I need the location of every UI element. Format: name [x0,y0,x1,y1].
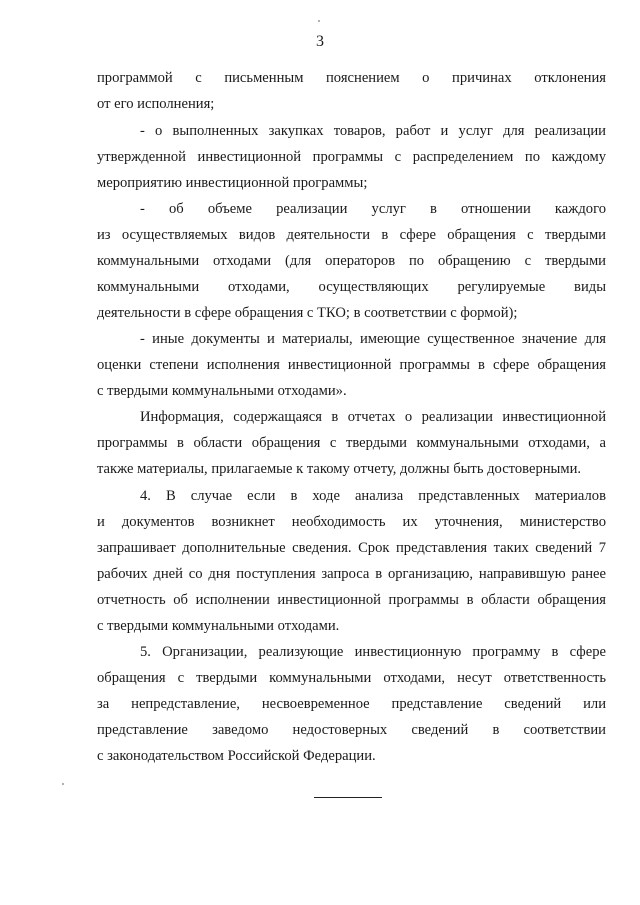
text-line: - об объеме реализации услуг в отношении каждого [140,201,606,217]
text-line: с твердыми коммунальными отходами». [97,383,347,399]
text-line: коммунальными отходами, осуществляющих регулируемые виды [97,279,606,295]
text-line: программой с письменным пояснением о причинах отклонения [97,70,606,86]
text-line: и документов возникнет необходимость их уточнения, министерство [97,514,606,530]
text-line: - иные документы и материалы, имеющие существенное значение для [140,331,606,347]
text-line: с твердыми коммунальными отходами. [97,618,340,634]
text-line: обращения с твердыми коммунальными отходами, несут ответственность [97,670,606,686]
text-line: оценки степени исполнения инвестиционной программы в сфере обращения [97,357,606,373]
text-line: деятельности в сфере обращения с ТКО; в соответствии с формой); [97,305,518,321]
text-line: - о выполненных закупках товаров, работ и услуг для реализации [140,123,606,139]
scan-speck [62,783,64,785]
text-line: мероприятию инвестиционной программы; [97,175,368,191]
text-line: с законодательством Российской Федерации. [97,748,376,764]
text-line: утвержденной инвестиционной программы с распределением по каждому [97,149,606,165]
text-line: также материалы, прилагаемые к такому отчету, должны быть достоверными. [97,461,582,477]
text-line: 5. Организации, реализующие инвестиционную программу в сфере [140,644,606,660]
text-line: программы в области обращения с твердыми коммунальными отходами, а [97,435,606,451]
text-line: представление заведомо недостоверных сведений в соответствии [97,722,606,738]
text-line: Информация, содержащаяся в отчетах о реализации инвестиционной [140,409,606,425]
text-line: от его исполнения; [97,96,215,112]
scan-speck [318,20,320,22]
text-line: отчетность об исполнении инвестиционной программы в области обращения [97,592,606,608]
text-line: 4. В случае если в ходе анализа представленных материалов [140,488,606,504]
page-number: 3 [316,33,324,50]
end-of-document-rule [314,797,382,798]
text-line: коммунальными отходами (для операторов по обращению с твердыми [97,253,606,269]
text-line: из осуществляемых видов деятельности в сфере обращения с твердыми [97,227,606,243]
text-line: рабочих дней со дня поступления запроса в организацию, направившую ранее [97,566,606,582]
text-line: за непредставление, несвоевременное представление сведений или [97,696,606,712]
text-line: запрашивает дополнительные сведения. Срок представления таких сведений 7 [97,540,606,556]
